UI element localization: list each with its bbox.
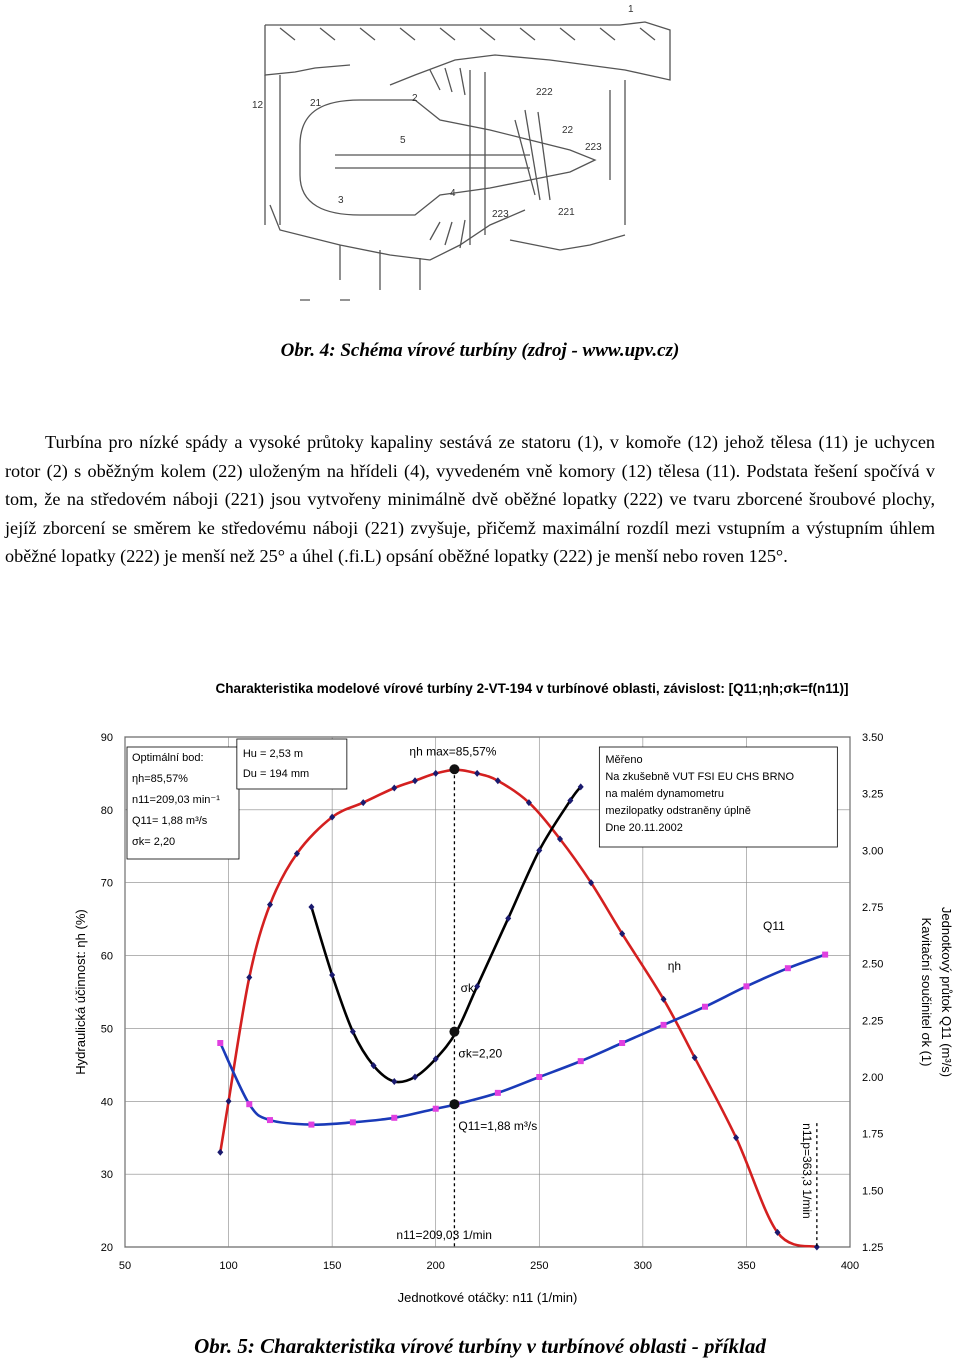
svg-text:223: 223 bbox=[585, 142, 602, 153]
q-opt-label: Q11=1,88 m³/s bbox=[458, 1119, 538, 1134]
y-right-tick-label: 2.25 bbox=[862, 1015, 884, 1028]
x-tick-label: 150 bbox=[322, 1260, 342, 1272]
params-box-line: Hu = 2,53 m bbox=[242, 748, 304, 760]
figure-4-caption: Obr. 4: Schéma vírové turbíny (zdroj - www.upv.cz) bbox=[280, 340, 680, 361]
params-box bbox=[237, 739, 347, 789]
eta-max-label: ηh max=85,57% bbox=[409, 744, 497, 759]
svg-text:21: 21 bbox=[310, 98, 322, 109]
optimum-point-flow bbox=[449, 1099, 459, 1109]
optimum-point-cavitation bbox=[449, 1027, 459, 1037]
paragraph-text: Turbína pro nízké spády a vysoké průtoky kapaliny sestává ze statoru (1), v komoře (12) jehož tělesa (11) je uchycen rotor (2) s oběžným kolem (22) uloženým na hřídeli (4), vyvedeném vně komory (12) tělesa (11). Podstata řešení spočívá v tom, že na středovém náboji (221) jsou vytvořeny minimálně dvě oběžné lopatky (222) ve tvaru zborcené šroubové plochy, jejíž zborcení se směrem ke středovému náboji (221) zvyšuje, přičemž maximální rozdíl mezi vstupním a výstupním úhlem oběžné lopatky (222) je menší než 25° a úhel (.fi.L) opsání oběžné lopatky (222) je menší nebo roven 125°. bbox=[5, 432, 935, 567]
x-tick-label: 400 bbox=[840, 1260, 860, 1272]
data-point bbox=[619, 1040, 625, 1046]
y-left-tick-label: 60 bbox=[100, 950, 113, 963]
data-point bbox=[785, 965, 791, 971]
n-opt-label: n11=209,03 1/min bbox=[396, 1228, 492, 1242]
svg-text:1: 1 bbox=[628, 4, 634, 15]
data-point bbox=[495, 1090, 501, 1096]
data-point bbox=[702, 1004, 708, 1010]
n-runaway-label: n11p=363,3 1/min bbox=[799, 1123, 814, 1219]
svg-text:222: 222 bbox=[536, 87, 553, 98]
measured-box-line: mezilopatky odstraněny úplně bbox=[605, 805, 751, 817]
y-right-tick-label: 3.25 bbox=[862, 788, 884, 801]
y-right-tick-label: 2.50 bbox=[862, 958, 884, 971]
x-tick-label: 200 bbox=[426, 1260, 445, 1272]
svg-text:221: 221 bbox=[558, 207, 575, 218]
y-right-tick-label: 2.00 bbox=[862, 1072, 884, 1084]
measured-box-line: Měřeno bbox=[605, 754, 643, 766]
data-point bbox=[308, 1122, 314, 1128]
params-box-line: Du = 194 mm bbox=[242, 768, 310, 780]
figure-5-caption: Obr. 5: Charakteristika vírové turbíny v turbínové oblasti - příklad bbox=[194, 1334, 766, 1358]
data-point bbox=[433, 1106, 439, 1112]
measured-box-line: na malém dynamometru bbox=[605, 788, 724, 800]
x-tick-label: 300 bbox=[633, 1260, 653, 1272]
measured-box-line: Na zkušebně VUT FSI EU CHS BRNO bbox=[605, 771, 795, 783]
svg-text:3: 3 bbox=[338, 195, 344, 206]
body-paragraph bbox=[5, 428, 935, 571]
y-left-tick-label: 50 bbox=[100, 1023, 113, 1036]
data-point bbox=[391, 1115, 397, 1121]
measured-box-line: Dne 20.11.2002 bbox=[605, 822, 683, 834]
y-right-tick-label: 1.25 bbox=[862, 1242, 884, 1254]
svg-text:5: 5 bbox=[400, 135, 406, 146]
optimal-box-line: n11=209,03 min⁻¹ bbox=[132, 794, 220, 806]
svg-text:4: 4 bbox=[450, 188, 456, 199]
x-tick-label: 100 bbox=[219, 1260, 238, 1272]
y-left-tick-label: 90 bbox=[100, 732, 113, 744]
y-right-axis-label-flow: Jednotkový průtok Q11 (m³/s) bbox=[939, 906, 954, 1078]
data-point bbox=[246, 1101, 252, 1107]
y-right-tick-label: 3.50 bbox=[862, 732, 884, 744]
y-right-tick-label: 3.00 bbox=[862, 845, 884, 858]
optimal-box-line: σk= 2,20 bbox=[132, 836, 176, 848]
optimal-box-line: Q11= 1,88 m³/s bbox=[132, 815, 208, 827]
data-point bbox=[217, 1040, 223, 1046]
data-point bbox=[743, 983, 749, 989]
y-right-axis-label-cavitation: Kavitační součinitel σk (1) bbox=[919, 917, 934, 1067]
x-tick-label: 350 bbox=[737, 1260, 756, 1272]
sigma-opt-label: σk=2,20 bbox=[458, 1046, 503, 1061]
y-left-tick-label: 20 bbox=[100, 1242, 113, 1254]
y-left-axis-label: Hydraulická účinnost: ηh (%) bbox=[73, 909, 88, 1075]
svg-text:12: 12 bbox=[252, 100, 264, 111]
eta-curve-label: ηh bbox=[667, 959, 682, 974]
x-tick-label: 250 bbox=[530, 1260, 549, 1272]
data-point bbox=[661, 1022, 667, 1028]
turbine-characteristic-chart bbox=[60, 672, 960, 1312]
y-right-tick-label: 1.50 bbox=[862, 1185, 884, 1198]
y-left-tick-label: 30 bbox=[100, 1169, 113, 1182]
y-right-tick-label: 1.75 bbox=[862, 1128, 884, 1141]
data-point bbox=[350, 1119, 356, 1125]
y-left-tick-label: 70 bbox=[100, 877, 113, 890]
turbine-schematic bbox=[240, 0, 690, 322]
y-left-tick-label: 40 bbox=[100, 1096, 113, 1109]
y-left-tick-label: 80 bbox=[100, 804, 113, 817]
svg-text:22: 22 bbox=[562, 125, 574, 136]
y-right-tick-label: 2.75 bbox=[862, 902, 884, 914]
x-tick-label: 50 bbox=[118, 1260, 132, 1272]
chart-title: Charakteristika modelové vírové turbíny 2-VT-194 v turbínové oblasti, závislost: [Q11;ηh;σk=f(n11)] bbox=[215, 681, 849, 696]
q-curve-label: Q11 bbox=[763, 919, 785, 934]
optimal-box-line: Optimální bod: bbox=[132, 752, 204, 764]
x-axis-label: Jednotkové otáčky: n11 (1/min) bbox=[397, 1290, 578, 1305]
optimum-point-efficiency bbox=[449, 764, 459, 774]
optimal-box-line: ηh=85,57% bbox=[132, 773, 188, 785]
svg-text:223: 223 bbox=[492, 209, 509, 220]
sigma-curve-label: σk bbox=[460, 981, 474, 995]
data-point bbox=[267, 1117, 273, 1123]
data-point bbox=[536, 1074, 542, 1080]
data-point bbox=[578, 1058, 584, 1064]
svg-text:2: 2 bbox=[412, 93, 418, 104]
data-point bbox=[822, 952, 828, 958]
